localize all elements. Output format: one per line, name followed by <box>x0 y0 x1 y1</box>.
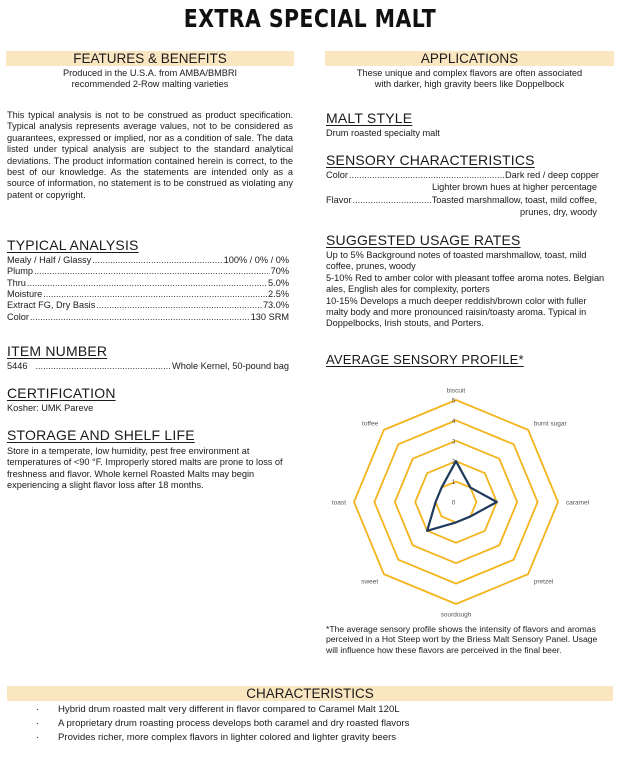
features-banner: FEATURES & BENEFITS <box>6 51 294 66</box>
analysis-value: 70% <box>270 266 289 277</box>
sensory-flavor-row <box>326 195 597 206</box>
features-line-1: Produced in the U.S.A. from AMBA/BMBRI <box>62 68 238 78</box>
applications-banner: APPLICATIONS <box>325 51 614 66</box>
sensory-color-label: Color <box>326 170 348 180</box>
radar-grid-ring <box>374 417 537 583</box>
analysis-row <box>7 255 289 266</box>
applications-line-2: with darker, high gravity beers like Doppelbock <box>374 79 565 89</box>
radar-tick-label: 1 <box>451 479 456 487</box>
analysis-row <box>7 266 289 277</box>
analysis-label: Color <box>7 311 29 322</box>
characteristics-item: · Hybrid drum roasted malt very different in flavor compared to Caramel Malt 120L <box>36 703 409 717</box>
characteristics-item: · Provides richer, more complex flavors in lighter colored and lighter gravity beers <box>36 731 409 745</box>
radar-category-label: sourdough <box>440 611 472 619</box>
radar-category-label: toast <box>331 499 346 507</box>
storage-heading: STORAGE AND SHELF LIFE <box>7 427 195 443</box>
analysis-label: Plump <box>7 266 34 277</box>
radar-category-label: biscuit <box>446 387 466 395</box>
usage-rates-heading: SUGGESTED USAGE RATES <box>326 232 521 248</box>
item-description: Whole Kernel, 50-pound bag <box>172 361 289 371</box>
radar-tick-label: 2 <box>451 458 456 466</box>
sensory-radar-chart <box>325 378 615 623</box>
radar-category-label: sweet <box>361 578 379 586</box>
sensory-color-value-2: Lighter brown hues at higher percentage <box>432 182 597 192</box>
analysis-label: Mealy / Half / Glassy <box>7 255 92 265</box>
analysis-label: Extract FG, Dry Basis <box>7 300 96 311</box>
analysis-value: 2.5% <box>268 288 289 299</box>
analysis-label: Moisture <box>7 288 43 299</box>
analysis-value: 130 SRM <box>250 311 289 322</box>
radar-tick-label: 4 <box>451 417 456 425</box>
malt-style-heading: MALT STYLE <box>326 110 413 126</box>
characteristics-list <box>36 703 409 745</box>
certification-heading: CERTIFICATION <box>7 385 116 401</box>
analysis-value: 5.0% <box>268 277 289 288</box>
radar-series-line <box>427 458 497 531</box>
item-number-row <box>7 361 289 372</box>
radar-category-label: toffee <box>362 420 379 428</box>
sensory-profile-heading: AVERAGE SENSORY PROFILE* <box>326 352 524 367</box>
radar-tick-label: 0 <box>451 499 456 507</box>
analysis-row <box>7 300 289 311</box>
analysis-value: 73.0% <box>262 300 289 311</box>
page-title: EXTRA SPECIAL MALT <box>183 4 437 33</box>
radar-grid-ring <box>354 397 558 604</box>
radar-grid-ring <box>395 441 517 563</box>
sensory-color-value: Dark red / deep copper <box>505 170 599 180</box>
analysis-value: 100% / 0% / 0% <box>223 255 289 265</box>
characteristics-item: · A proprietary drum roasting process develops both caramel and dry roasted flavors <box>36 717 409 731</box>
analysis-row <box>7 289 289 300</box>
sensory-profile-footnote: *The average sensory profile shows the intensity of flavors and aromas perceived in a Hot Steep wort by the Briess Malt Sensory Panel. Usage will influence how these flavors are perceived in the final beer. <box>326 624 598 655</box>
disclaimer-text: This typical analysis is not to be construed as product specification. Typical analysis represents average values, not to be considered as guarantees, expressed or implied, nor as a condition of sale. The data listed under typical analysis are subject to the standard analytical deviations. The product information contained herein is correct, to the best of our knowledge. As the statements are intended only as a source of information, no statement is to be construed as violating any patent or copyright. <box>7 110 293 200</box>
radar-category-label: caramel <box>566 499 590 507</box>
applications-line-1: These unique and complex flavors are often associated <box>356 68 583 78</box>
characteristics-banner: CHARACTERISTICS <box>7 686 613 701</box>
malt-style-text: Drum roasted specialty malt <box>326 128 440 138</box>
typical-analysis-heading: TYPICAL ANALYSIS <box>7 237 139 253</box>
sensory-color-row <box>326 170 599 181</box>
radar-category-label: pretzel <box>533 578 554 586</box>
storage-text: Store in a temperate, low humidity, pest free environment at temperatures of <90 °F. Improperly stored malts are prone to loss of freshness and flavor. Whole kernel Roasted Malts may begin experiencing a slight flavor loss after 18 months. <box>7 446 283 491</box>
radar-tick-label: 5 <box>451 397 456 405</box>
sensory-flavor-value-2: prunes, dry, woody <box>520 207 597 217</box>
analysis-row <box>7 312 289 323</box>
sensory-characteristics-heading: SENSORY CHARACTERISTICS <box>326 152 535 168</box>
features-line-2: recommended 2-Row malting varieties <box>71 79 229 89</box>
certification-text: Kosher: UMK Pareve <box>7 403 94 413</box>
usage-rates-text: Up to 5% Background notes of toasted marshmallow, toast, mild coffee, prunes, woody 5-10% Red to amber color with pleasant toffee aroma notes. Belgian ales, English ales for complexity, porters 10-15% Develops a much deeper reddish/brown color with fuller malty body and more pronounced raisin/toasty aroma. Typical in Doppelbocks, Irish stouts, and Porters. <box>326 250 605 329</box>
item-number-heading: ITEM NUMBER <box>7 343 108 359</box>
analysis-label: Thru <box>7 277 26 288</box>
sensory-flavor-value: Toasted marshmallow, toast, mild coffee, <box>431 195 597 205</box>
sensory-flavor-label: Flavor <box>326 195 352 205</box>
item-code: 5446 <box>7 361 28 371</box>
radar-tick-label: 3 <box>451 438 456 446</box>
radar-category-label: burnt sugar <box>533 420 567 428</box>
analysis-row <box>7 278 289 289</box>
